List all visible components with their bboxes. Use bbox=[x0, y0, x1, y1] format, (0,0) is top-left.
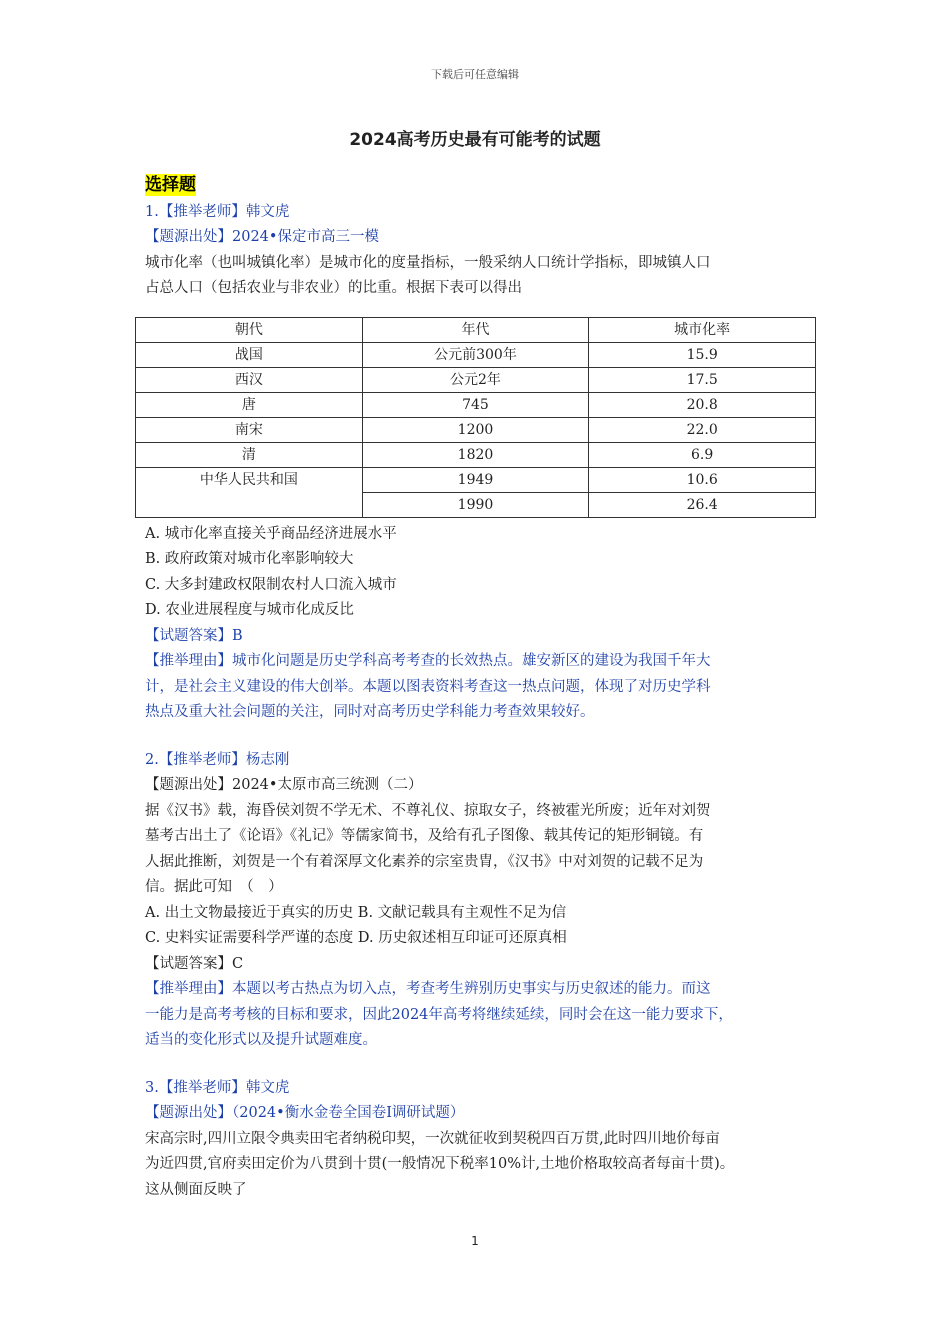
q2-reason-line: 一能力是高考考核的目标和要求，因此2024年高考将继续延续，同时会在这一能力要求下， bbox=[145, 1006, 733, 1023]
q3-source: 【题源出处】（2024•衡水金卷全国卷Ⅰ调研试题） bbox=[145, 1105, 465, 1121]
q1-stem bbox=[145, 251, 817, 302]
q2-options-cd: C. 史料实证需要科学严谨的态度 D. 历史叙述相互印证可还原真相 bbox=[145, 930, 567, 946]
table-cell: 17.5 bbox=[589, 367, 816, 392]
q1-stem-line: 占总人口（包括农业与非农业）的比重。根据下表可以得出 bbox=[145, 280, 522, 296]
table-cell: 公元2年 bbox=[362, 367, 589, 392]
q3-teacher: 3.【推举老师】韩文虎 bbox=[145, 1079, 290, 1096]
q1-reason bbox=[145, 649, 817, 726]
table-row bbox=[136, 367, 816, 392]
q1-reason-line: 计，是社会主义建设的伟大创举。本题以图表资料考查这一热点问题，体现了对历史学科 bbox=[145, 678, 711, 695]
q2-reason bbox=[145, 977, 817, 1054]
q3-stem-line: 宋高宗时,四川立限令典卖田宅者纳税印契，一次就征收到契税四百万贯,此时四川地价每亩 bbox=[145, 1130, 720, 1147]
table-row bbox=[136, 417, 816, 442]
table-row bbox=[136, 342, 816, 367]
table-cell: 唐 bbox=[136, 392, 363, 417]
page-header: 下载后可任意编辑 bbox=[431, 68, 519, 81]
q2-stem-line: 人据此推断，刘贺是一个有着深厚文化素养的宗室贵胄，《汉书》中对刘贺的记载不足为 bbox=[145, 853, 704, 870]
table-row bbox=[136, 442, 816, 467]
table-cell: 清 bbox=[136, 442, 363, 467]
document-title: 2024高考历史最有可能考的试题 bbox=[349, 130, 601, 150]
q2-stem-line: 信。据此可知 （ ） bbox=[145, 879, 283, 895]
q2-stem-line: 墓考古出土了《论语》《礼记》等儒家简书，及给有孔子图像、载其传记的矩形铜镜。有 bbox=[145, 828, 704, 844]
document-body bbox=[145, 174, 817, 1203]
page-number: 1 bbox=[471, 1234, 479, 1248]
q2-teacher: 2.【推举老师】杨志刚 bbox=[145, 751, 290, 768]
table-cell: 10.6 bbox=[589, 467, 816, 492]
q2-reason-line: 【推举理由】本题以考古热点为切入点，考查考生辨别历史事实与历史叙述的能力。而这 bbox=[145, 981, 711, 997]
q2-reason-line: 适当的变化形式以及提升试题难度。 bbox=[145, 1032, 377, 1048]
table-header: 城市化率 bbox=[589, 317, 816, 342]
q1-reason-line: 【推举理由】城市化问题是历史学科高考考查的长效热点。雄安新区的建设为我国千年大 bbox=[145, 653, 711, 669]
table-cell-merged: 中华人民共和国 bbox=[136, 467, 363, 517]
table-row bbox=[136, 467, 816, 492]
table-cell: 1949 bbox=[362, 467, 589, 492]
q1-option-c: C. 大多封建政权限制农村人口流入城市 bbox=[145, 576, 397, 593]
table-cell: 1200 bbox=[362, 417, 589, 442]
table-row bbox=[136, 392, 816, 417]
q2-source: 【题源出处】2024•太原市高三统测（二） bbox=[145, 777, 423, 793]
table-cell: 1990 bbox=[362, 492, 589, 517]
table-cell: 1820 bbox=[362, 442, 589, 467]
q1-option-b: B. 政府政策对城市化率影响较大 bbox=[145, 551, 354, 567]
q3-stem bbox=[145, 1127, 817, 1204]
table-header: 朝代 bbox=[136, 317, 363, 342]
q1-source: 【题源出处】2024•保定市高三一模 bbox=[145, 229, 379, 245]
q2-stem-line: 据《汉书》载，海昏侯刘贺不学无术、不尊礼仪、掠取女子，终被霍光所废；近年对刘贺 bbox=[145, 802, 711, 819]
table-cell: 6.9 bbox=[589, 442, 816, 467]
table-header-row bbox=[136, 317, 816, 342]
q1-answer: 【试题答案】B bbox=[145, 627, 243, 644]
table-cell: 公元前300年 bbox=[362, 342, 589, 367]
q1-option-a: A. 城市化率直接关乎商品经济进展水平 bbox=[145, 525, 397, 542]
table-cell: 西汉 bbox=[136, 367, 363, 392]
q3-stem-line: 为近四贯,官府卖田定价为八贯到十贯(一般情况下税率10%计,土地价格取较高者每亩十贯)。 bbox=[145, 1156, 735, 1172]
spacer bbox=[145, 726, 817, 748]
spacer bbox=[145, 1054, 817, 1076]
table-cell: 20.8 bbox=[589, 392, 816, 417]
table-cell: 22.0 bbox=[589, 417, 816, 442]
q2-options-ab: A. 出土文物最接近于真实的历史 B. 文献记载具有主观性不足为信 bbox=[145, 904, 567, 921]
table-cell: 26.4 bbox=[589, 492, 816, 517]
table-cell: 15.9 bbox=[589, 342, 816, 367]
q1-stem-line: 城市化率（也叫城镇化率）是城市化的度量指标，一般采纳人口统计学指标，即城镇人口 bbox=[145, 254, 711, 271]
table-header: 年代 bbox=[362, 317, 589, 342]
q1-option-d: D. 农业进展程度与城市化成反比 bbox=[145, 602, 354, 618]
section-title: 选择题 bbox=[145, 175, 196, 195]
urbanization-table bbox=[135, 317, 816, 518]
table-cell: 战国 bbox=[136, 342, 363, 367]
q2-stem bbox=[145, 799, 817, 901]
q3-stem-line: 这从侧面反映了 bbox=[145, 1181, 247, 1198]
table-cell: 745 bbox=[362, 392, 589, 417]
table-cell: 南宋 bbox=[136, 417, 363, 442]
q1-reason-line: 热点及重大社会问题的关注，同时对高考历史学科能力考查效果较好。 bbox=[145, 704, 595, 720]
q2-answer: 【试题答案】C bbox=[145, 955, 244, 972]
q1-teacher: 1.【推举老师】韩文虎 bbox=[145, 203, 290, 220]
